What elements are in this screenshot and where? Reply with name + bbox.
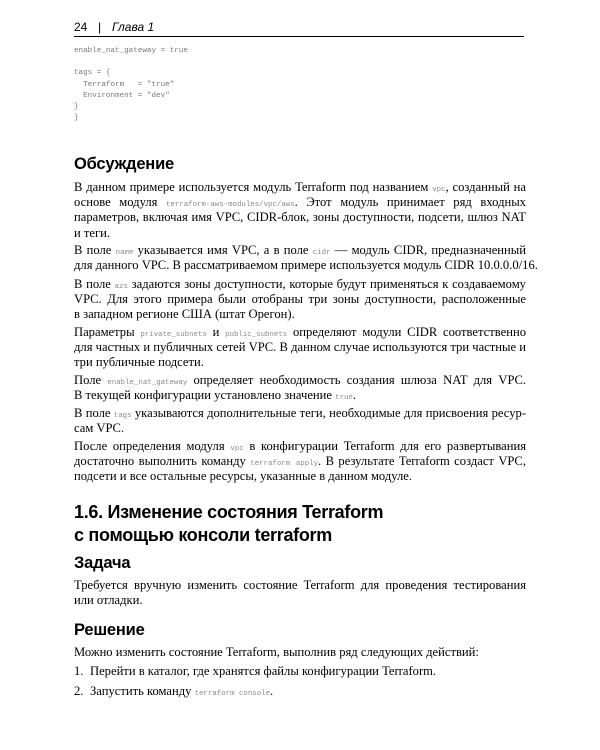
discussion-paragraph-4: Параметры private_subnets и public_subnets определяют модули CIDR соответственно для частных и публичных сетей VPC. В данном случае используются три частные и три публичные подсети.	[74, 325, 526, 370]
chapter-title: Глава 1	[112, 20, 155, 34]
code-line: tags = {	[74, 69, 111, 78]
header-rule	[74, 36, 524, 37]
code-line	[74, 57, 524, 68]
task-heading: Задача	[74, 554, 131, 572]
task-paragraph: Требуется вручную изменить состояние Terraform для проведения тестирования или отладки.	[74, 578, 526, 608]
code-line: Environment = "dev"	[74, 91, 170, 100]
discussion-paragraph-5: Поле enable_nat_gateway определяет необходимость создания шлюза NAT для VPC. В текущей конфигурации установлено значение true.	[74, 373, 526, 403]
section-title-line-1: 1.6. Изменение состояния Terraform	[74, 502, 384, 522]
solution-heading: Решение	[74, 621, 145, 639]
discussion-heading: Обсуждение	[74, 155, 174, 173]
section-title-line-2: с помощью консоли terraform	[74, 525, 332, 545]
code-line: }	[74, 102, 79, 111]
page-number: 24	[74, 20, 88, 34]
solution-intro: Можно изменить состояние Terraform, выполнив ряд следующих действий:	[74, 645, 479, 659]
code-block	[74, 46, 524, 124]
section-title	[74, 501, 383, 547]
discussion-paragraph-7: После определения модуля vpc в конфигурации Terraform для его развертывания достаточно выполнить команду terraform apply. В результате Terraform создаст VPC, подсети и все остальные ресурсы, указанные в данном модуле.	[74, 439, 526, 484]
discussion-paragraph-6: В поле tags указываются дополнительные теги, необходимые для присвоения ресур- сам VPC.	[74, 406, 526, 436]
discussion-paragraph-2: В поле name указывается имя VPC, а в поле cidr — модуль CIDR, предназначенный для данного VPC. В рассматриваемом примере используется модуль CIDR 10.0.0.0/16.	[74, 243, 538, 273]
running-header	[74, 20, 524, 36]
code-line: enable_nat_gateway = true	[74, 47, 188, 55]
solution-step-2: 2. Запустить команду terraform console.	[74, 684, 274, 698]
header-separator: |	[98, 20, 102, 34]
code-line: Terraform = "true"	[74, 80, 175, 89]
code-line: }	[74, 114, 79, 123]
discussion-paragraph-1: В данном примере используется модуль Terraform под названием vpc, созданный на основе модуля terraform-aws-modules/vpc/aws. Этот модуль принимает ряд входных параметров, включая имя VPC, CIDR-блок, зоны доступности, подсети, шлюз NAT и теги.	[74, 180, 527, 240]
discussion-paragraph-3: В поле azs задаются зоны доступности, которые будут применяться к создаваемому VPC. Для этого примера были отобраны три зоны доступности, расположенные в западном регионе США (штат Орегон).	[74, 277, 526, 322]
solution-step-1: 1. Перейти в каталог, где хранятся файлы конфигурации Terraform.	[74, 664, 437, 678]
